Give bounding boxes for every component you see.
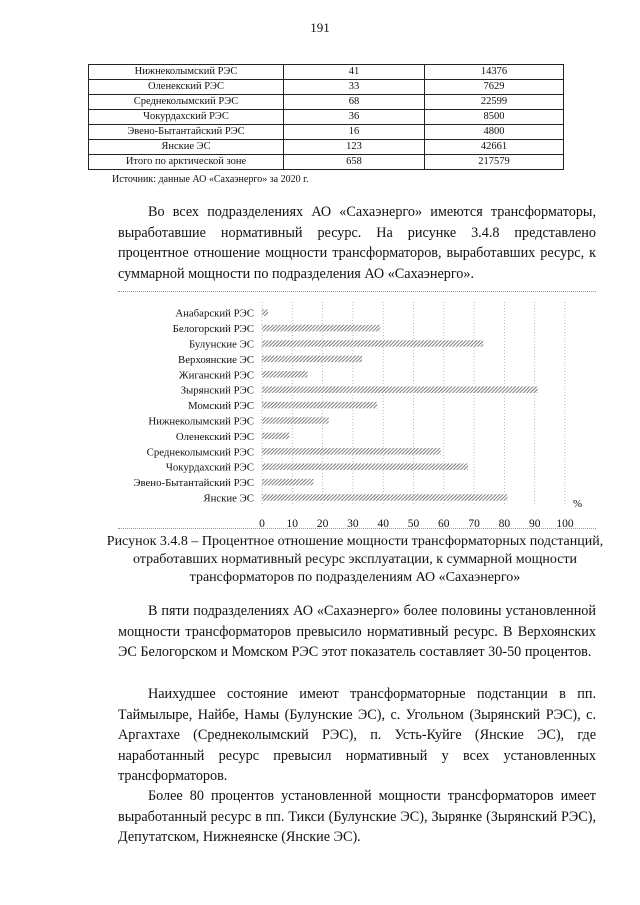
bar bbox=[262, 340, 483, 347]
table-cell-name: Нижнеколымский РЭС bbox=[89, 65, 284, 80]
table-cell-v1: 658 bbox=[284, 155, 425, 170]
category-label: Анабарский РЭС bbox=[175, 307, 254, 320]
category-label: Белогорский РЭС bbox=[172, 323, 254, 336]
table-cell-v2: 217579 bbox=[425, 155, 564, 170]
table-cell-name: Среднеколымский РЭС bbox=[89, 95, 284, 110]
unit-label: % bbox=[573, 498, 583, 511]
x-tick-label: 90 bbox=[528, 518, 541, 528]
table-cell-name: Оленекский РЭС bbox=[89, 80, 284, 95]
category-label: Верхоянские ЭС bbox=[178, 353, 254, 366]
category-label: Эвено-Бытантайский РЭС bbox=[133, 477, 254, 490]
category-label: Янские ЭС bbox=[203, 492, 254, 505]
category-label: Нижнеколымский РЭС bbox=[148, 415, 254, 428]
paragraph-worst-condition: Наихудшее состояние имеют трансформаторные подстанции в пп. Таймылыре, Найбе, Намы (Булунские ЭС), с. Угольном (Зырянский РЭС), с. Аргахтахе (Среднеколымский РЭС), п. Усть-Куйге (Янские ЭС), где наработанный ресурс превысил нормативный у всех установленных трансформаторов. bbox=[118, 686, 596, 784]
x-tick-label: 50 bbox=[407, 518, 420, 528]
category-label: Среднеколымский РЭС bbox=[146, 446, 254, 459]
table-cell-v1: 41 bbox=[284, 65, 425, 80]
paragraph-over-80: Более 80 процентов установленной мощности трансформаторов имеет выработанный ресурс в пп. Тикси (Булунские ЭС), Зырянке (Зырянский РЭС), Депутатском, Нижнеянске (Янские ЭС). bbox=[118, 788, 596, 845]
bar bbox=[262, 309, 268, 316]
bar bbox=[262, 479, 314, 486]
table-cell-v2: 42661 bbox=[425, 140, 564, 155]
bar bbox=[262, 494, 507, 501]
x-tick-label: 10 bbox=[286, 518, 299, 528]
bar bbox=[262, 433, 289, 440]
bar bbox=[262, 448, 441, 455]
table-cell-name: Итого по арктической зоне bbox=[89, 155, 284, 170]
table-cell-name: Янские ЭС bbox=[89, 140, 284, 155]
table-cell-v2: 14376 bbox=[425, 65, 564, 80]
table-row bbox=[89, 140, 564, 155]
table-row bbox=[89, 95, 564, 110]
chart-figure bbox=[118, 291, 596, 529]
x-tick-label: 20 bbox=[316, 518, 329, 528]
table-cell-v2: 4800 bbox=[425, 125, 564, 140]
x-tick-label: 30 bbox=[347, 518, 359, 528]
category-label: Чокурдахский РЭС bbox=[165, 461, 254, 474]
table-cell-v1: 36 bbox=[284, 110, 425, 125]
bar bbox=[262, 371, 307, 378]
table-cell-v1: 33 bbox=[284, 80, 425, 95]
category-label: Момский РЭС bbox=[188, 400, 254, 413]
table-cell-v2: 7629 bbox=[425, 80, 564, 95]
table-cell-v1: 16 bbox=[284, 125, 425, 140]
data-table bbox=[88, 64, 564, 170]
table-cell-v1: 123 bbox=[284, 140, 425, 155]
bar bbox=[262, 356, 362, 363]
category-label: Зырянский РЭС bbox=[180, 384, 254, 397]
table-row bbox=[89, 65, 564, 80]
table-cell-name: Эвено-Бытантайский РЭС bbox=[89, 125, 284, 140]
bar bbox=[262, 386, 538, 393]
category-label: Булунские ЭС bbox=[188, 338, 254, 351]
x-tick-label: 40 bbox=[377, 518, 389, 528]
x-tick-label: 100 bbox=[556, 518, 574, 528]
table-cell-name: Чокурдахский РЭС bbox=[89, 110, 284, 125]
x-tick-label: 60 bbox=[438, 518, 450, 528]
bar bbox=[262, 325, 380, 332]
table-cell-v2: 22599 bbox=[425, 95, 564, 110]
figure-caption: Рисунок 3.4.8 – Процентное отношение мощности трансформаторных подстанций, отработавших нормативный ресурс эксплуатации, к суммарной мощности трансформаторов по подразделениям АО «Сахаэнерго» bbox=[106, 534, 604, 585]
table-cell-v2: 8500 bbox=[425, 110, 564, 125]
x-tick-label: 70 bbox=[468, 518, 480, 528]
table-row bbox=[89, 80, 564, 95]
paragraph-intro: Во всех подразделениях АО «Сахаэнерго» имеются трансформаторы, выработавшие нормативный ресурс. На рисунке 3.4.8 представлено процентное отношение мощности трансформаторов, выработавших ресурс, к суммарной мощности по подразделения АО «Сахаэнерго». bbox=[118, 204, 596, 282]
x-tick-label: 0 bbox=[259, 518, 265, 528]
bar bbox=[262, 402, 377, 409]
category-label: Оленекский РЭС bbox=[175, 430, 254, 443]
bar-chart bbox=[118, 292, 596, 528]
table-row bbox=[89, 125, 564, 140]
page-number: 191 bbox=[310, 20, 330, 35]
bar bbox=[262, 417, 329, 424]
bar bbox=[262, 463, 468, 470]
category-label: Жиганский РЭС bbox=[178, 369, 254, 382]
table-row bbox=[89, 110, 564, 125]
table-cell-v1: 68 bbox=[284, 95, 425, 110]
paragraph-five-divisions: В пяти подразделениях АО «Сахаэнерго» более половины установленной мощности трансформаторов превысило нормативный ресурс. В Верхоянских ЭС Белогорском и Момском РЭС этот показатель составляет 30-50 процентов. bbox=[118, 603, 596, 660]
table-source-note: Источник: данные АО «Сахаэнерго» за 2020 г. bbox=[112, 174, 309, 185]
table-row bbox=[89, 155, 564, 170]
x-tick-label: 80 bbox=[498, 518, 511, 528]
